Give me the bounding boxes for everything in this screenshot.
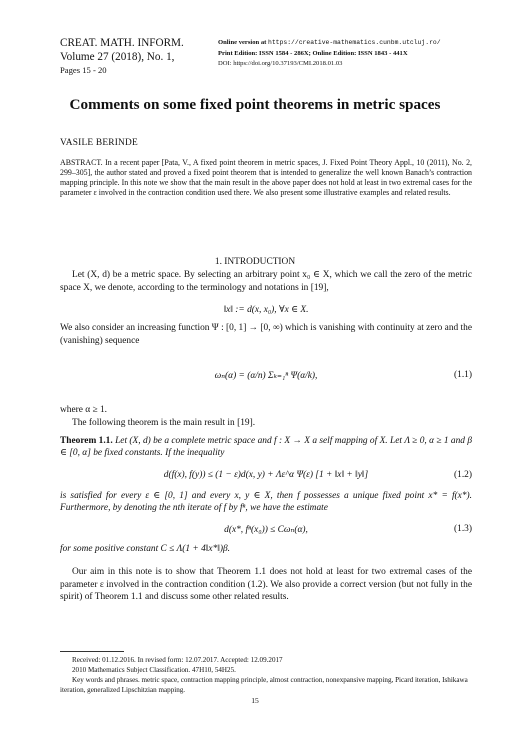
footnote-received: Received: 01.12.2016. In revised form: 12.07.2017. Accepted: 12.09.2017: [72, 656, 283, 664]
equation-number-1-2: (1.2): [454, 470, 472, 480]
theorem-label: Theorem 1.1.: [60, 436, 113, 446]
intro-paragraph-1: Let (X, d) be a metric space. By selecting an arbitrary point x₀ ∈ X, which we call the zero of the metric space X, we denote, according to the terminology and notations in [19],: [60, 270, 472, 293]
abstract: [60, 158, 472, 198]
equation-omega: ωₙ(α) = (α/n) Σₖ₌₁ⁿ Ψ(α/k),: [214, 371, 318, 381]
intro-paragraph-2: We also consider an increasing function Ψ : [0, 1] → [0, ∞) which is vanishing with continuity at zero and the (vanishing) sequence: [60, 323, 472, 346]
journal-pages: Pages 15 - 20: [60, 65, 107, 75]
equation-norm: ‖x‖ := d(x, x₀), ∀x ∈ X.: [223, 305, 309, 315]
equation-estimate: d(x*, fⁿ(x₀)) ≤ Cωₙ(α),: [224, 525, 308, 535]
theorem-text-1: Let (X, d) be a complete metric space and f : X → X a self mapping of X. Let Λ ≥ 0, α ≥ 1 and β ∈ [0, α] be fixed constants. If the inequality: [60, 436, 472, 459]
journal-header: [60, 36, 184, 76]
online-url[interactable]: https://creative-mathematics.cunbm.utcluj.ro/: [268, 39, 441, 46]
theorem-text-3: for some positive constant C ≤ Λ(1 + 4‖x*‖)β.: [60, 544, 231, 554]
theorem-statement: [60, 435, 472, 460]
journal-volume: Volume 27 (2018), No. 1,: [60, 51, 175, 63]
equation-contraction: d(f(x), f(y)) ≤ (1 − ε)d(x, y) + Λε^α Ψ(ε) [1 + ‖x‖ + ‖y‖]: [163, 470, 369, 480]
equation-number-1-1: (1.1): [454, 370, 472, 380]
footnote-keywords: Key words and phrases. metric space, contraction mapping principle, almost contraction, nonexpansive mapping, Picard iteration, Ishikawa iteration, generalized Lipschitzian mapping.: [60, 676, 468, 694]
where-line: where α ≥ 1.: [60, 405, 108, 415]
following-line: The following theorem is the main result in [19].: [72, 418, 256, 428]
author-name: VASILE BERINDE: [60, 138, 138, 148]
theorem-text-2: is satisfied for every ε ∈ [0, 1] and every x, y ∈ X, then f possesses a unique fixed point x* = f(x*). Furthermore, by denoting the nth iterate of f by fⁿ, we have the estimate: [60, 491, 472, 514]
page-number: 15: [251, 696, 259, 705]
aim-paragraph: Our aim in this note is to show that Theorem 1.1 does not hold at least for two extremal cases of the parameter ε involved in the contraction condition (1.2). We also provide a correct version (but not fully in the spirit) of Theorem 1.1 and discuss some other related results.: [60, 567, 472, 603]
abstract-label: ABSTRACT.: [60, 158, 103, 167]
journal-name: CREAT. MATH. INFORM.: [60, 37, 184, 49]
print-edition: Print Edition: ISSN 1584 - 286X; Online Edition: ISSN 1843 - 441X: [218, 49, 408, 57]
doi[interactable]: DOI: https://doi.org/10.37193/CMI.2018.01.03: [218, 60, 343, 68]
footnote-msc: 2010 Mathematics Subject Classification. 47H10, 54H25.: [72, 666, 236, 674]
publication-info: [218, 38, 441, 70]
abstract-text: In a recent paper [Pata, V., A fixed point theorem in metric spaces, J. Fixed Point Theory Appl., 10 (2011), No. 2, 299–305], the author stated and proved a fixed point theorem that is intended to generalize the well known Banach’s contraction mapping principle. In this note we show that the main result in the above paper does not hold at least in two extremal cases for the parameter ε involved in the contraction condition used there. We also present some illustrative examples and related results.: [60, 158, 472, 198]
paper-title: Comments on some fixed point theorems in metric spaces: [69, 96, 441, 113]
equation-number-1-3: (1.3): [454, 524, 472, 534]
section-heading: 1. INTRODUCTION: [214, 257, 296, 267]
footnote-rule: [60, 651, 124, 652]
online-label: Online version at: [218, 39, 267, 46]
